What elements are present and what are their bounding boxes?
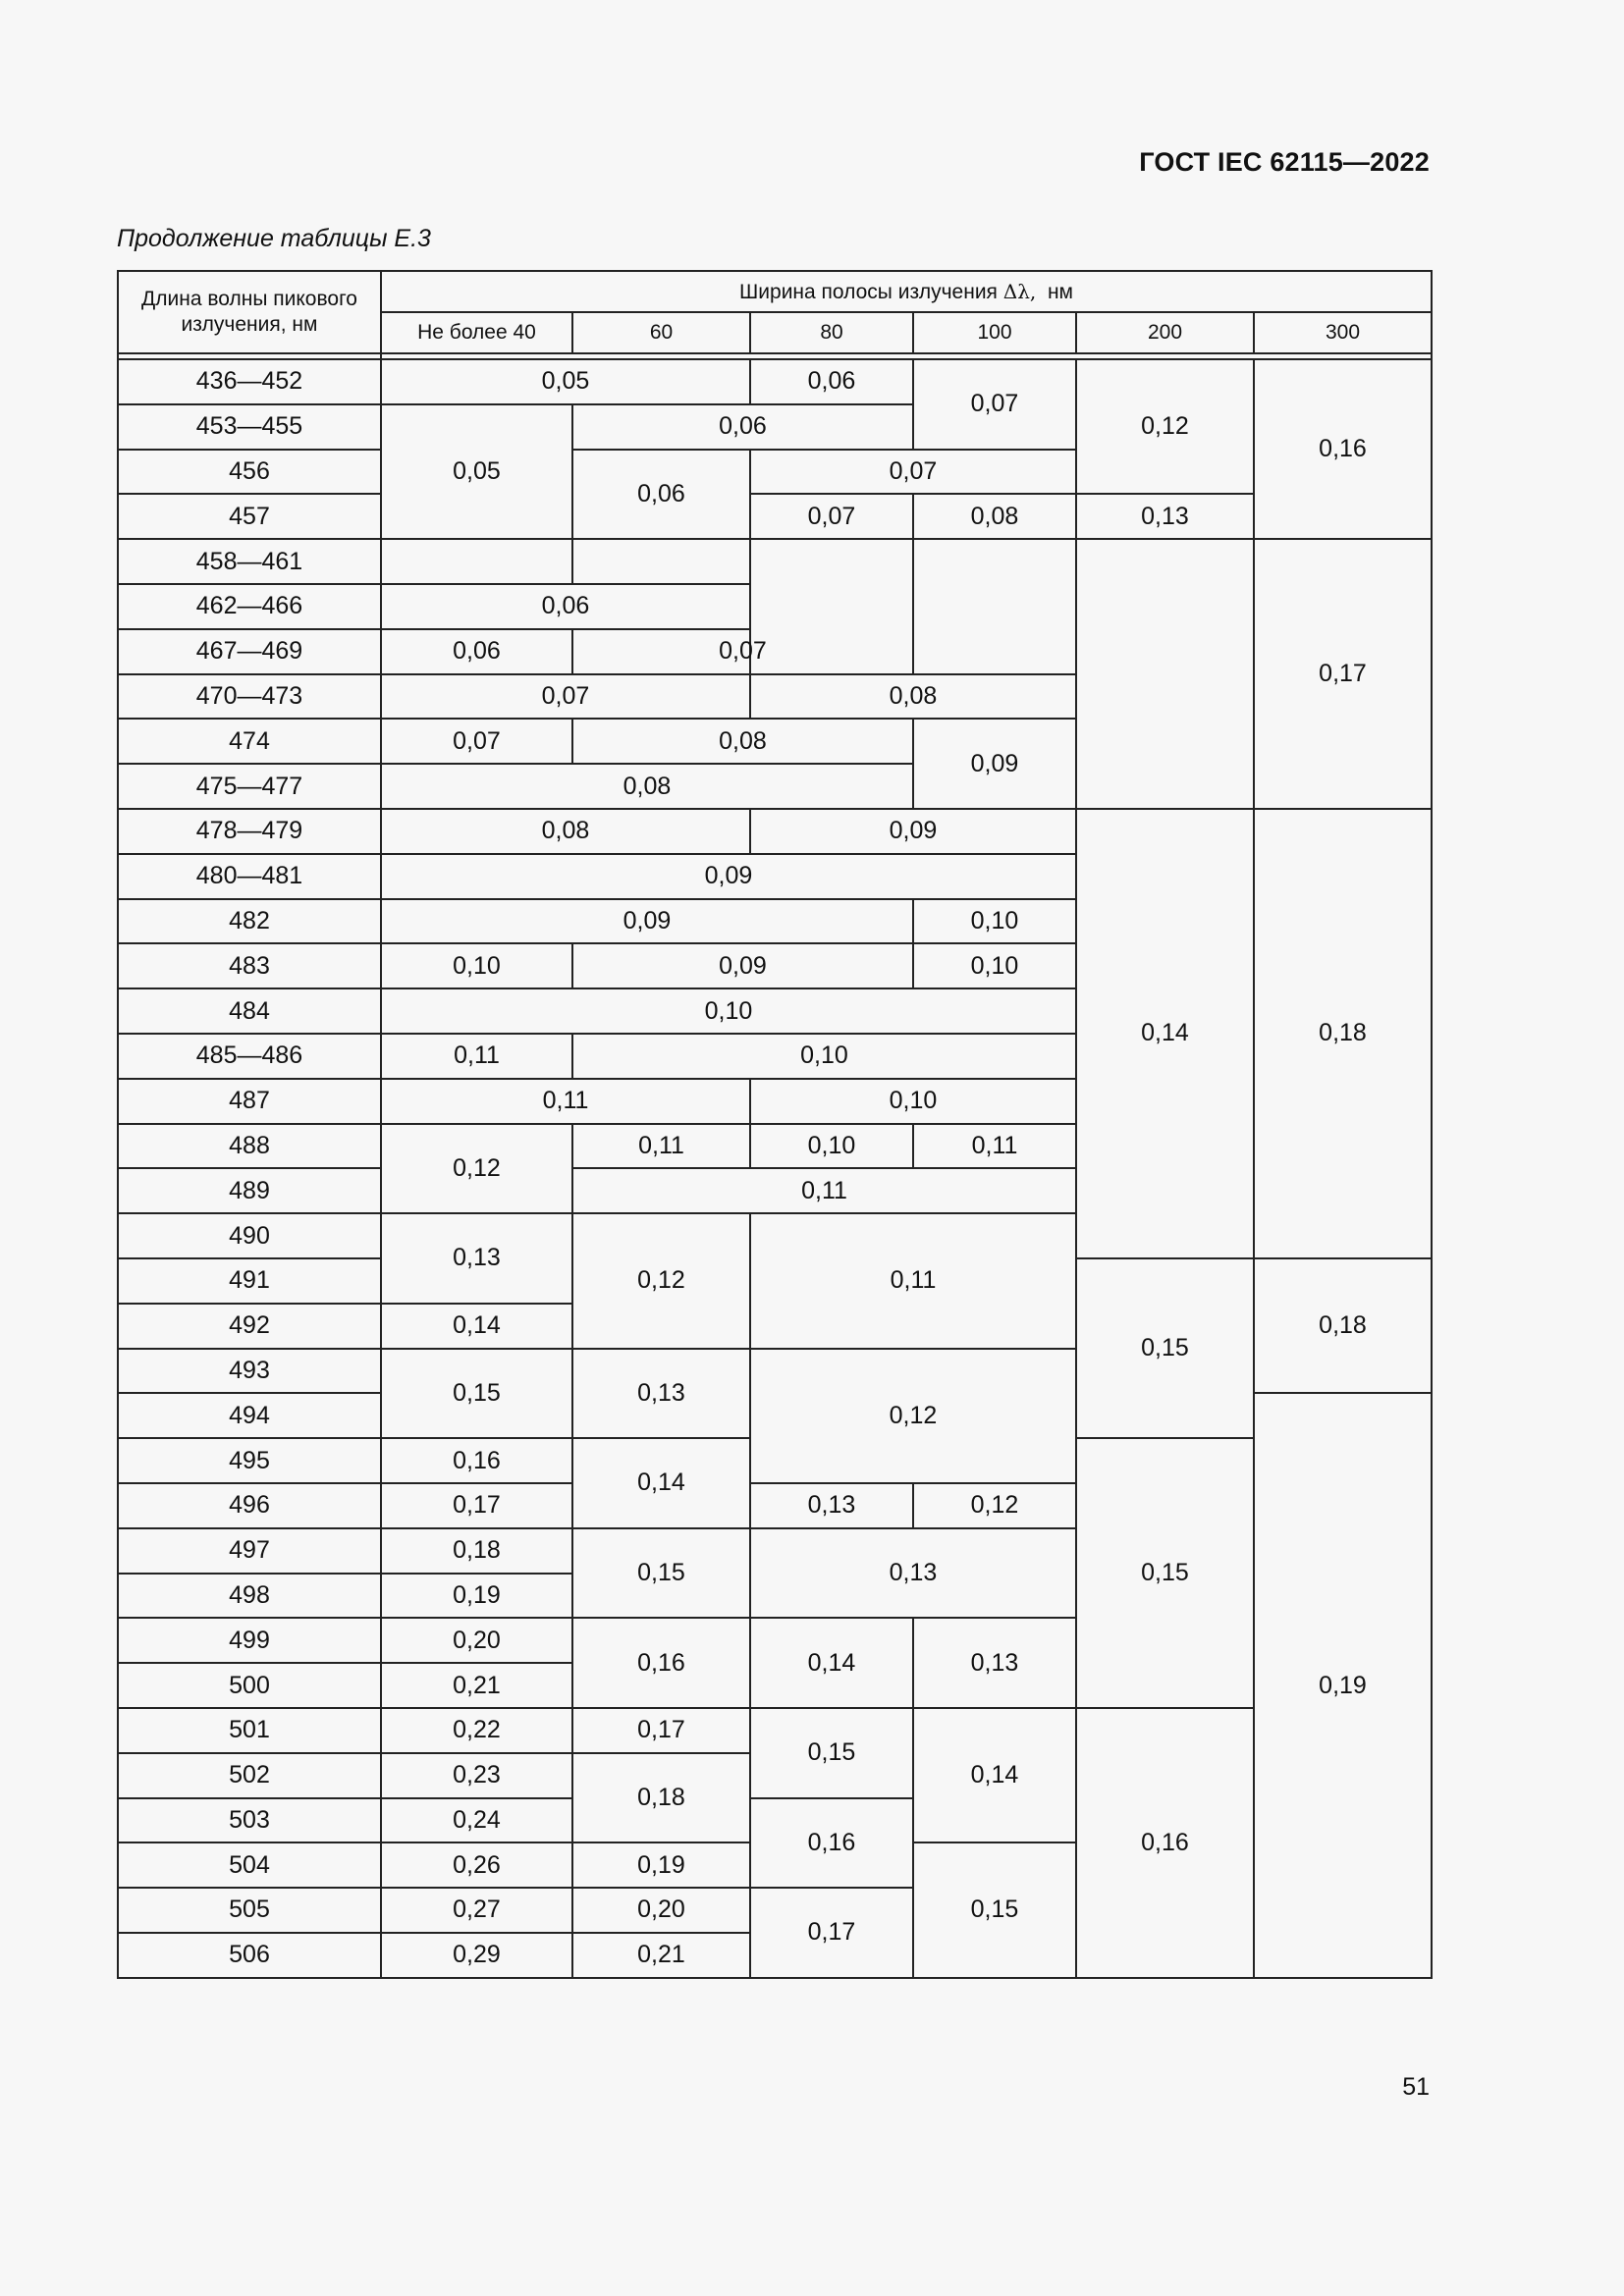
value-cell: 0,15 (1076, 1258, 1254, 1438)
row-label: 482 (118, 899, 381, 944)
row-label: 487 (118, 1079, 381, 1124)
value-cell: 0,14 (381, 1304, 572, 1349)
empty-cell (913, 539, 1076, 673)
value-cell: 0,14 (572, 1438, 750, 1528)
row-label: 474 (118, 719, 381, 764)
value-cell: 0,07 (381, 674, 750, 720)
empty-cell (1076, 539, 1254, 809)
page-number: 51 (1402, 2073, 1430, 2101)
row-label: 490 (118, 1213, 381, 1258)
value-cell: 0,27 (381, 1888, 572, 1933)
row-label: 485—486 (118, 1034, 381, 1079)
value-cell: 0,07 (750, 494, 913, 539)
value-cell: 0,15 (750, 1708, 913, 1798)
value-cell: 0,21 (572, 1933, 750, 1978)
value-cell: 0,06 (381, 584, 750, 629)
value-cell: 0,05 (381, 404, 572, 539)
row-label: 504 (118, 1842, 381, 1888)
value-cell: 0,14 (750, 1618, 913, 1708)
value-cell: 0,06 (572, 450, 750, 540)
value-cell: 0,10 (381, 943, 572, 988)
row-label: 480—481 (118, 854, 381, 899)
value-cell: 0,09 (381, 854, 1076, 899)
table-row (118, 539, 1432, 584)
value-cell: 0,29 (381, 1933, 572, 1978)
value-cell: 0,20 (572, 1888, 750, 1933)
value-cell: 0,12 (913, 1483, 1076, 1528)
value-cell: 0,11 (381, 1034, 572, 1079)
row-label: 478—479 (118, 809, 381, 854)
value-cell: 0,15 (572, 1528, 750, 1619)
row-label: 493 (118, 1349, 381, 1394)
value-cell: 0,15 (381, 1349, 572, 1439)
table-row (118, 494, 1432, 539)
bandwidth-header-unit: нм (1047, 280, 1073, 303)
row-label: 484 (118, 988, 381, 1034)
value-cell: 0,07 (750, 450, 1076, 495)
wavelength-column-header: Длина волны пикового излучения, нм (118, 271, 381, 353)
row-label: 488 (118, 1124, 381, 1169)
row-label: 453—455 (118, 404, 381, 450)
value-cell: 0,18 (572, 1753, 750, 1843)
value-cell: 0,17 (572, 1708, 750, 1753)
value-cell: 0,16 (750, 1798, 913, 1889)
row-label: 467—469 (118, 629, 381, 674)
value-cell: 0,07 (381, 719, 572, 764)
value-cell: 0,18 (1254, 1258, 1432, 1393)
row-label: 497 (118, 1528, 381, 1574)
value-cell: 0,17 (750, 1888, 913, 1978)
value-cell: 0,10 (750, 1124, 913, 1169)
value-cell: 0,18 (381, 1528, 572, 1574)
value-cell: 0,13 (572, 1349, 750, 1439)
row-label: 456 (118, 450, 381, 495)
value-cell: 0,11 (381, 1079, 750, 1124)
value-cell: 0,16 (572, 1618, 750, 1708)
row-label: 491 (118, 1258, 381, 1304)
value-cell: 0,16 (1076, 1708, 1254, 1978)
value-cell: 0,09 (381, 899, 913, 944)
table-caption: Продолжение таблицы Е.3 (117, 225, 431, 252)
value-cell: 0,12 (750, 1349, 1076, 1483)
row-label: 503 (118, 1798, 381, 1843)
value-cell: 0,19 (572, 1842, 750, 1888)
value-cell: 0,13 (913, 1618, 1076, 1708)
table-row (118, 1708, 1432, 1753)
row-label: 494 (118, 1393, 381, 1438)
value-cell: 0,08 (750, 674, 1076, 720)
value-cell: 0,10 (913, 899, 1076, 944)
value-cell: 0,15 (1076, 1438, 1254, 1708)
row-label: 492 (118, 1304, 381, 1349)
subheader-cell: 60 (572, 312, 750, 353)
row-label: 505 (118, 1888, 381, 1933)
value-cell: 0,19 (1254, 1393, 1432, 1977)
value-cell: 0,18 (1254, 809, 1432, 1258)
row-label: 500 (118, 1663, 381, 1708)
value-cell: 0,13 (750, 1528, 1076, 1619)
bandwidth-table (117, 270, 1433, 1979)
row-label: 498 (118, 1574, 381, 1619)
value-cell: 0,15 (913, 1842, 1076, 1977)
value-cell: 0,14 (913, 1708, 1076, 1842)
row-label: 506 (118, 1933, 381, 1978)
value-cell: 0,09 (913, 719, 1076, 809)
value-cell: 0,22 (381, 1708, 572, 1753)
row-label: 499 (118, 1618, 381, 1663)
table-row (118, 809, 1432, 854)
row-label: 436—452 (118, 359, 381, 404)
value-cell: 0,09 (572, 943, 913, 988)
value-cell: 0,21 (381, 1663, 572, 1708)
subheader-cell: 80 (750, 312, 913, 353)
subheader-cell: 200 (1076, 312, 1254, 353)
value-cell: 0,26 (381, 1842, 572, 1888)
value-cell: 0,17 (1254, 539, 1432, 809)
value-cell: 0,09 (750, 809, 1076, 854)
value-cell: 0,24 (381, 1798, 572, 1843)
value-cell: 0,06 (750, 359, 913, 404)
row-label: 458—461 (118, 539, 381, 584)
value-cell: 0,12 (572, 1213, 750, 1348)
value-cell: 0,11 (913, 1124, 1076, 1169)
subheader-cell: 300 (1254, 312, 1432, 353)
bandwidth-column-header (381, 271, 1432, 312)
value-cell: 0,14 (1076, 809, 1254, 1258)
value-cell: 0,23 (381, 1753, 572, 1798)
value-cell: 0,10 (381, 988, 1076, 1034)
value-cell: 0,13 (1076, 494, 1254, 539)
value-cell: 0,11 (572, 1124, 750, 1169)
row-label: 483 (118, 943, 381, 988)
value-cell: 0,13 (750, 1483, 913, 1528)
value-cell: 0,08 (381, 809, 750, 854)
row-label: 489 (118, 1168, 381, 1213)
value-cell: 0,16 (381, 1438, 572, 1483)
subheader-cell: Не более 40 (381, 312, 572, 353)
value-cell: 0,12 (1076, 359, 1254, 494)
value-cell: 0,08 (913, 494, 1076, 539)
value-cell: 0,17 (381, 1483, 572, 1528)
document-code: ГОСТ IEC 62115—2022 (1139, 147, 1430, 177)
value-cell: 0,07 (913, 359, 1076, 450)
row-label: 501 (118, 1708, 381, 1753)
value-cell: 0,10 (750, 1079, 1076, 1124)
row-label: 475—477 (118, 764, 381, 809)
value-cell: 0,07 (572, 629, 913, 674)
subheader-cell: 100 (913, 312, 1076, 353)
value-cell: 0,10 (572, 1034, 1076, 1079)
row-label: 495 (118, 1438, 381, 1483)
empty-cell (381, 539, 572, 584)
value-cell: 0,08 (572, 719, 913, 764)
value-cell: 0,05 (381, 359, 750, 404)
value-cell: 0,08 (381, 764, 913, 809)
bandwidth-header-text: Ширина полосы излучения (739, 280, 998, 303)
delta-lambda-symbol: Δλ, (1002, 279, 1037, 303)
value-cell: 0,10 (913, 943, 1076, 988)
row-label: 502 (118, 1753, 381, 1798)
empty-cell (572, 539, 750, 584)
value-cell: 0,13 (381, 1213, 572, 1304)
value-cell: 0,20 (381, 1618, 572, 1663)
value-cell: 0,19 (381, 1574, 572, 1619)
value-cell: 0,11 (750, 1213, 1076, 1348)
row-label: 462—466 (118, 584, 381, 629)
row-label: 470—473 (118, 674, 381, 720)
value-cell: 0,06 (381, 629, 572, 674)
value-cell: 0,12 (381, 1124, 572, 1214)
row-label: 496 (118, 1483, 381, 1528)
row-label: 457 (118, 494, 381, 539)
value-cell: 0,06 (572, 404, 913, 450)
value-cell: 0,16 (1254, 359, 1432, 539)
value-cell: 0,11 (572, 1168, 1076, 1213)
table-row (118, 359, 1432, 404)
